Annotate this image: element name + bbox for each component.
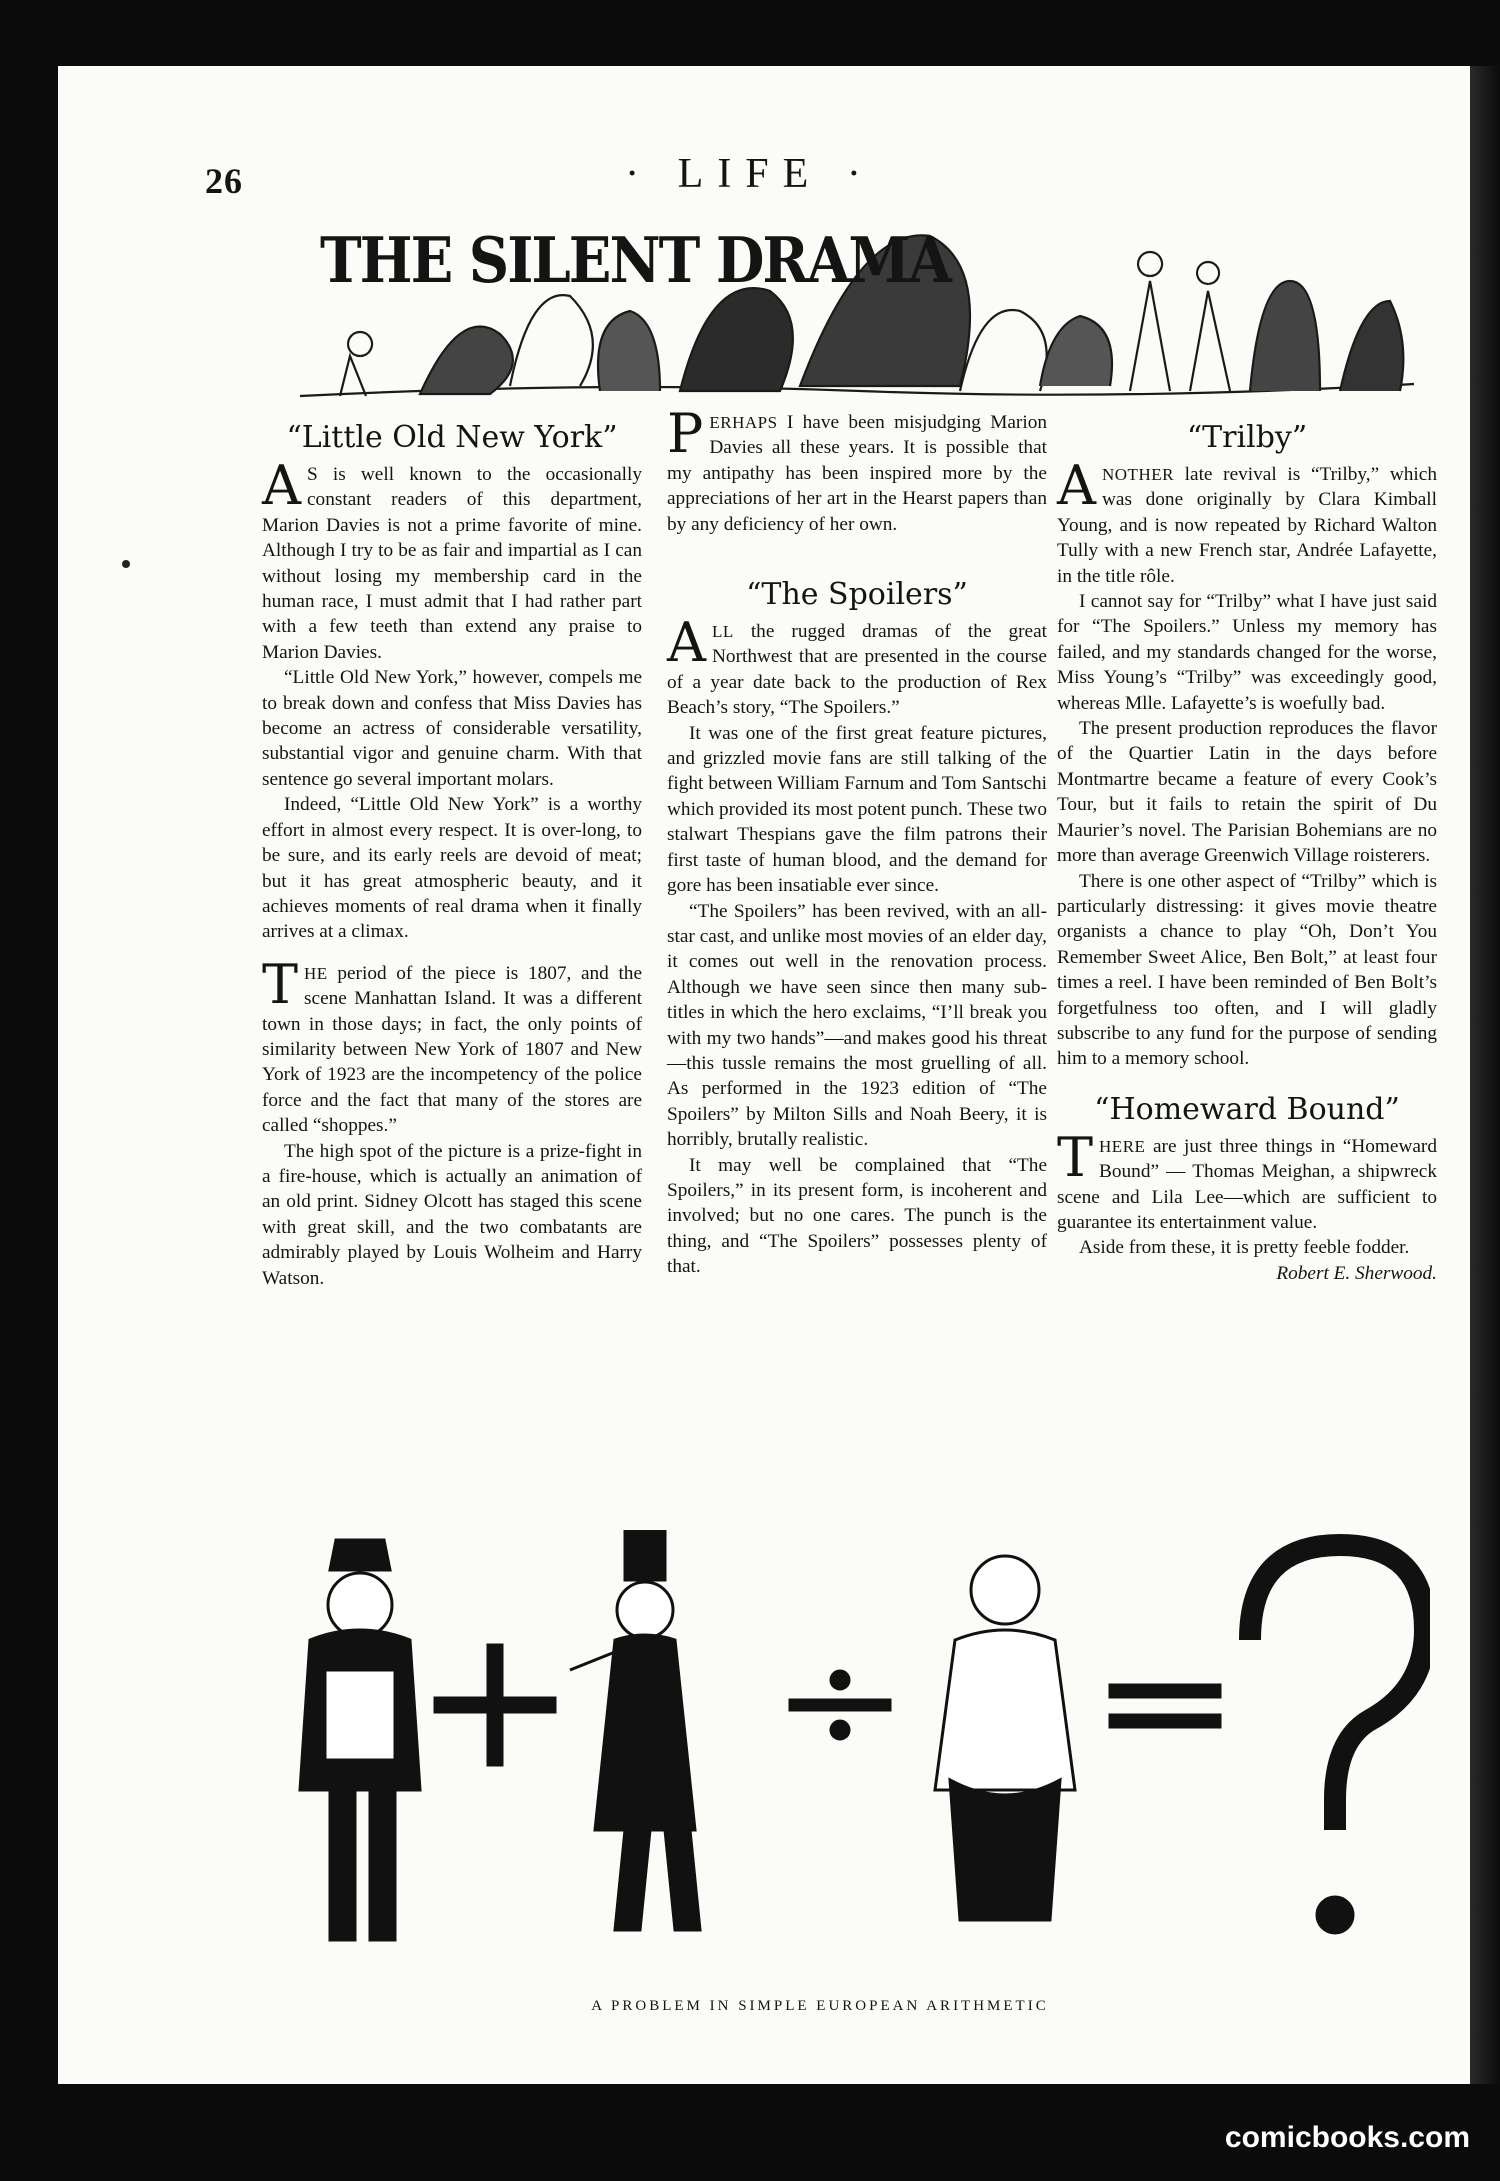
margin-mark xyxy=(122,560,130,568)
divide-sign xyxy=(790,1671,890,1739)
paragraph-text: are just three things in “Homeward Bound” — Thomas Meighan, a shipwreck scene and Lila Lee—which are sufficient to guarantee its entertainment value. xyxy=(1057,1135,1437,1233)
review-heading: “Homeward Bound” xyxy=(1094,1091,1400,1127)
lead-caps: HE xyxy=(304,963,328,983)
paragraph xyxy=(262,952,642,1139)
page-edge xyxy=(1470,66,1500,2084)
review-heading: “Trilby” xyxy=(1186,420,1308,455)
column-the-spoilers xyxy=(667,402,1047,1280)
drop-cap: T xyxy=(262,952,299,1016)
page-number: 26 xyxy=(205,161,243,201)
paragraph-text: is well known to the occasionally constant readers of this department, Marion Davies is not a prime favorite of mine. Although I try to be as fair and impartial as I can without losing my membership card in the human race, I must admit that I had rather part with a few teeth than extend any praise to Marion Davies. xyxy=(262,464,642,663)
drop-cap: T xyxy=(1057,1125,1094,1189)
frenchman-figure xyxy=(570,1530,700,1930)
cartoon-caption: A PROBLEM IN SIMPLE EUROPEAN ARITHMETIC xyxy=(591,1998,1049,2014)
column-little-old-new-york xyxy=(262,410,642,1291)
plus-sign xyxy=(435,1645,555,1765)
paragraph xyxy=(1057,1125,1437,1236)
lead-caps: ERHAPS xyxy=(709,413,778,432)
lead-caps: NOTHER xyxy=(1102,465,1174,484)
section-title: THE SILENT DRAMA xyxy=(320,224,950,298)
site-watermark: comicbooks.com xyxy=(1224,2121,1470,2154)
paragraph-text: the rugged dramas of the great Northwest that are presented in the course of a year date back to the production of Rex Beach’s story, “The Spoilers.” xyxy=(667,621,1047,719)
masthead: · LIFE · xyxy=(625,151,875,197)
lead-caps: HERE xyxy=(1099,1136,1146,1156)
paragraph xyxy=(667,402,1047,537)
paragraph: There is one other aspect of “Trilby” which is particularly distressing: it gives movie theatre organists a chance to play “Oh, Don’t You Remember Sweet Alice, Ben Bolt,” at least four times a reel. I have been reminded of Ben Bolt’s forgetfulness too often, and I will gladly subscribe to any fund for the purpose of sending him to a memory school. xyxy=(1057,870,1437,1070)
paragraph-text: I have been misjudging Marion Davies all these years. It is possible that my antipathy has been inspired more by the appreciations of her art in the Hearst papers than by any deficiency of her own. xyxy=(667,412,1047,535)
paragraph: “The Spoilers” has been revived, with an all-star cast, and unlike most movies of an elder day, it comes out well in the renovation process. Although we have seen since then many sub-titles in which the hero exclaims, “I’ll break you with my two hands”—and makes good his threat—this tussle remains the most gruelling of all. As performed in the 1923 edition of “The Spoilers” by Milton Sills and Noah Beery, it is horribly, brutally realistic. xyxy=(667,900,1047,1151)
paragraph-text: period of the piece is 1807, and the scene Manhattan Island. It was a different town in those days; in fact, the only points of similarity between New York of 1807 and New York of 1923 are the incompetency of the police force and the fact that many of the stores are called “shoppes.” xyxy=(262,962,642,1137)
paragraph: “Little Old New York,” however, compels me to break down and confess that Miss Davies has become an actress of considerable versatility, substantial vigor and genuine charm. With that sentence go several important molars. xyxy=(262,667,642,790)
drop-cap: A xyxy=(1057,454,1096,517)
lead-caps: S xyxy=(307,464,318,485)
column-trilby xyxy=(1057,410,1437,1286)
paragraph: The present production reproduces the flavor of the Quartier Latin in the days before Montmartre became a feature of every Cook’s Tour, but it fails to retain the spirit of Du Maurier’s novel. The Parisian Bohemians are no more than average Greenwich Village roisterers. xyxy=(1057,718,1437,867)
header-illustration xyxy=(300,206,1414,400)
author-signature: Robert E. Sherwood. xyxy=(1276,1262,1437,1284)
paragraph: Aside from these, it is pretty feeble fodder. xyxy=(1079,1237,1410,1259)
spacer xyxy=(262,945,642,961)
lead-caps: LL xyxy=(712,622,734,642)
paragraph xyxy=(1057,454,1437,589)
drop-cap: A xyxy=(667,611,706,675)
john-bull-figure xyxy=(300,1540,420,1940)
paragraph xyxy=(667,611,1047,721)
german-figure xyxy=(935,1556,1075,1920)
equals-sign xyxy=(1110,1685,1220,1727)
drop-cap: P xyxy=(667,402,704,465)
paragraph: I cannot say for “Trilby” what I have just said for “The Spoilers.” Unless my memory has failed, and my standards changed for the worse, Miss Young’s “Trilby” was exceedingly good, whereas Mlle. Lafayette’s is woefully bad. xyxy=(1057,591,1437,714)
paragraph: Indeed, “Little Old New York” is a worthy effort in almost every respect. It is over-long, to be sure, and its early reels are devoid of meat; but it has great atmospheric beauty, and it achieves moments of real drama when it finally arrives at a climax. xyxy=(262,794,642,943)
spacer xyxy=(1057,1072,1437,1082)
arithmetic-cartoon xyxy=(270,1530,1430,1990)
review-heading: “Little Old New York” xyxy=(286,420,618,455)
paragraph: The high spot of the picture is a prize-fight in a fire-house, which is actually an animation of an old print. Sidney Olcott has staged this scene with great skill, and the two combatants are admirably played by Louis Wolheim and Harry Watson. xyxy=(262,1140,642,1289)
drop-cap: A xyxy=(262,454,301,517)
question-mark xyxy=(1250,1545,1425,1933)
review-heading: “The Spoilers” xyxy=(746,577,968,613)
spacer xyxy=(667,537,1047,567)
paragraph: It may well be complained that “The Spoilers,” in its present form, is incoherent and involved; but no one cares. The punch is the thing, and “The Spoilers” possesses plenty of that. xyxy=(667,1154,1047,1278)
paragraph-text: late revival is “Trilby,” which was done originally by Clara Kimball Young, and is now repeated by Richard Walton Tully with a new French star, Andrée Lafayette, in the title rôle. xyxy=(1057,464,1437,587)
paragraph xyxy=(262,454,642,665)
paragraph: It was one of the first great feature pictures, and grizzled movie fans are still talking of the fight between William Farnum and Tom Santschi which provided its most potent punch. These two stalwart Thespians gave the film patrons their first taste of human blood, and the demand for gore has been insatiable ever since. xyxy=(667,722,1047,897)
cartoon-drawing xyxy=(270,1530,1430,1990)
